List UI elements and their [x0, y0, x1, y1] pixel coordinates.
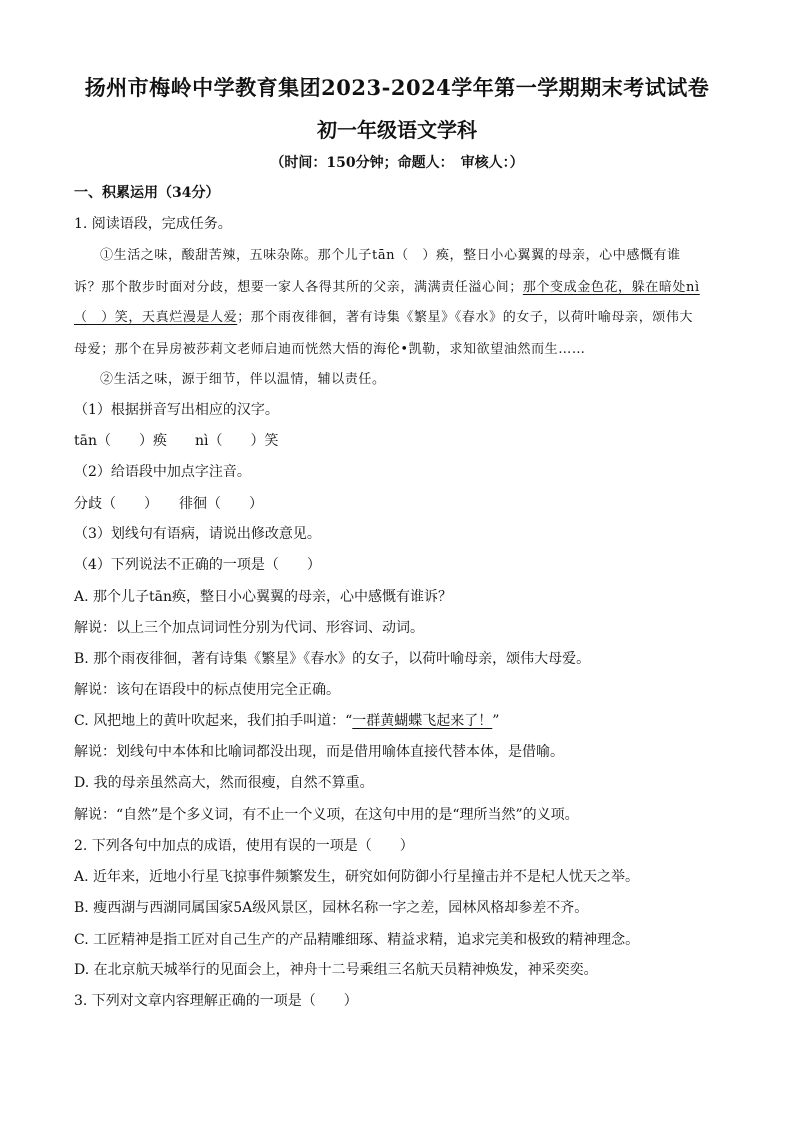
question-1-stem: 1. 阅读语段，完成任务。	[74, 216, 232, 232]
option-a: A. 那个儿子tān痪，整日小心翼翼的母亲，心中感慨有谁诉？	[74, 589, 452, 605]
question-2-option-c: C. 工匠精神是指工匠对自己生产的产品精雕细琢、精益求精，追求完美和极致的精神理念。	[74, 932, 640, 948]
question-2-option-a: A. 近年来，近地小行星飞掠事件频繁发生，研究如何防御小行星撞击并不是杞人忧天之举。	[74, 869, 640, 885]
explanation-b: 解说：该句在语段中的标点使用完全正确。	[74, 682, 340, 698]
sub-question-2-blanks[interactable]: 分歧（ ） 徘徊（ ）	[74, 496, 263, 512]
option-d: D. 我的母亲虽然高大，然而很瘦，自然不算重。	[74, 775, 374, 791]
option-c-close-quote: ”	[492, 713, 500, 729]
explanation-d: 解说：“自然”是个多义词，有不止一个义项，在这句中用的是“理所当然”的义项。	[74, 807, 579, 823]
exam-title: 扬州市梅岭中学教育集团2023-2024学年第一学期期末考试试卷	[84, 75, 710, 100]
question-3-stem: 3. 下列对文章内容理解正确的一项是（ ）	[74, 993, 358, 1009]
underlined-sentence-part2: （ ）笑，天真烂漫是人爱	[74, 310, 238, 325]
passage-line-3	[74, 308, 693, 328]
option-c-text: C. 风把地上的黄叶吹起来，我们拍手叫道：“	[74, 713, 353, 729]
passage-text: 诉？那个散步时面对分歧，想要一家人各得其所的父亲，满满责任溢心间；	[74, 280, 523, 295]
passage-line-2	[74, 278, 700, 298]
exam-subtitle: 初一年级语文学科	[317, 118, 477, 142]
passage-line-1: ①生活之味，酸甜苦辣，五味杂陈。那个儿子tān（ ）痪，整日小心翼翼的母亲，心中感慨有谁	[100, 248, 681, 263]
passage-para-2: ②生活之味，源于细节，伴以温情，辅以责任。	[100, 372, 386, 387]
question-2-option-d: D. 在北京航天城举行的见面会上，神舟十二号乘组三名航天员精神焕发，神采奕奕。	[74, 962, 598, 978]
option-c	[74, 711, 499, 731]
sub-question-1-blanks[interactable]: tān（ ）痪 nì（ ）笑	[74, 433, 279, 449]
sub-question-2: （2）给语段中加点字注音。	[74, 464, 251, 480]
passage-line-4: 母爱；那个在异房被莎莉文老师启迪而恍然大悟的海伦•凯勒，求知欲望油然而生……	[74, 342, 586, 357]
explanation-c: 解说：划线句中本体和比喻词都没出现，而是借用喻体直接代替本体，是借喻。	[74, 744, 564, 760]
passage-text: ；那个雨夜徘徊，著有诗集《繁星》《春水》的女子，以荷叶喻母亲，颂伟大	[237, 310, 694, 325]
section-heading: 一、积累运用（34分）	[74, 185, 220, 201]
exam-meta: （时间：150分钟；命题人： 审核人：）	[270, 155, 524, 171]
question-2-stem: 2. 下列各句中加点的成语，使用有误的一项是（ ）	[74, 838, 414, 854]
option-b: B. 那个雨夜徘徊，著有诗集《繁星》《春水》的女子，以荷叶喻母亲，颂伟大母爱。	[74, 651, 591, 667]
sub-question-3: （3）划线句有语病，请说出修改意见。	[74, 526, 321, 542]
sub-question-1: （1）根据拼音写出相应的汉字。	[74, 402, 279, 418]
question-2-option-b: B. 瘦西湖与西湖同属国家5A级风景区，园林名称一字之差，园林风格却参差不齐。	[74, 900, 589, 916]
option-c-underlined: 一群黄蝴蝶飞起来了！	[352, 713, 493, 729]
explanation-a: 解说：以上三个加点词词性分别为代词、形容词、动词。	[74, 620, 424, 636]
underlined-sentence-part1: 那个变成金色花，躲在暗处nì	[522, 280, 700, 295]
sub-question-4: （4）下列说法不正确的一项是（ ）	[74, 557, 321, 573]
